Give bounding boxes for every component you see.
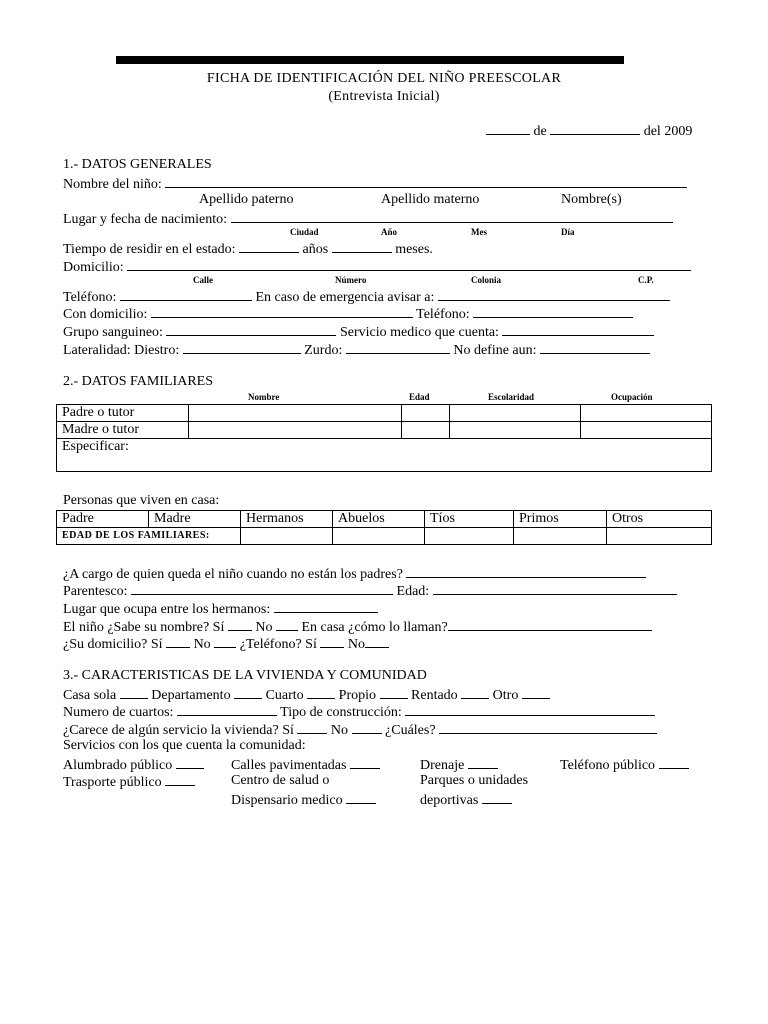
telefono-field[interactable] xyxy=(120,288,252,301)
servicio-field[interactable] xyxy=(502,323,654,336)
date-year: del 2009 xyxy=(643,124,693,139)
num-cuartos-field[interactable] xyxy=(177,703,277,716)
su-domicilio-si-field[interactable] xyxy=(166,635,190,648)
date-de: de xyxy=(533,124,547,139)
rentado-label: Rentado xyxy=(411,688,458,703)
alumbrado-label: Alumbrado público xyxy=(63,758,173,773)
drenaje-field[interactable] xyxy=(468,756,498,769)
table-row xyxy=(57,511,712,528)
dia-caption: Día xyxy=(561,227,575,237)
top-rule xyxy=(116,56,624,64)
dispensario-label: Dispensario medico xyxy=(231,793,343,808)
personas-label: Personas que viven en casa: xyxy=(63,493,220,508)
sabe-nombre-row xyxy=(63,618,652,636)
servicio-label: Servicio medico que cuenta: xyxy=(339,325,499,340)
lugar-row xyxy=(63,210,673,228)
zurdo-label: Zurdo: xyxy=(304,343,343,358)
drenaje-label: Drenaje xyxy=(420,758,465,773)
telefono2-label: Teléfono: xyxy=(416,307,470,322)
centro-salud-label: Centro de salud o xyxy=(231,773,330,788)
nombre-label: Nombre del niño: xyxy=(63,177,162,192)
padre-escolaridad-cell[interactable] xyxy=(450,405,581,422)
cuartos-row xyxy=(63,703,655,721)
especificar-cell[interactable] xyxy=(57,439,712,472)
personas-col-primos: Primos xyxy=(514,511,607,528)
nombre-row xyxy=(63,175,687,193)
cuarto-field[interactable] xyxy=(307,686,335,699)
zurdo-field[interactable] xyxy=(346,341,450,354)
especificar-label: Especificar: xyxy=(62,439,129,454)
cuarto-label: Cuarto xyxy=(265,688,304,703)
table-row xyxy=(57,405,712,422)
lugar-field[interactable] xyxy=(231,210,673,223)
anios-label: años xyxy=(302,242,329,257)
carece-row xyxy=(63,721,657,739)
dispensario-item xyxy=(231,791,376,809)
lugar-hermanos-label: Lugar que ocupa entre los hermanos: xyxy=(63,602,271,617)
ciudad-caption: Ciudad xyxy=(290,227,319,237)
tiempo-label: Tiempo de residir en el estado: xyxy=(63,242,236,257)
telefono-q-label: ¿Teléfono? Sí xyxy=(239,637,317,652)
transporte-item xyxy=(63,773,195,791)
su-domicilio-no-label: No xyxy=(193,637,211,652)
su-domicilio-row xyxy=(63,635,389,653)
personas-col-otros: Otros xyxy=(607,511,712,528)
edad-field[interactable] xyxy=(433,582,677,595)
propio-label: Propio xyxy=(338,688,377,703)
domicilio-row xyxy=(63,258,691,276)
table-row xyxy=(57,528,712,545)
su-domicilio-no-field[interactable] xyxy=(214,635,236,648)
form-subtitle: (Entrevista Inicial) xyxy=(328,89,440,104)
edad-abuelos-cell[interactable] xyxy=(333,528,425,545)
padre-ocupacion-cell[interactable] xyxy=(581,405,712,422)
grupo-field[interactable] xyxy=(166,323,336,336)
madre-ocupacion-cell[interactable] xyxy=(581,422,712,439)
departamento-label: Departamento xyxy=(151,688,231,703)
nombre-field[interactable] xyxy=(165,175,687,188)
domicilio-field[interactable] xyxy=(127,258,691,271)
personas-col-madre: Madre xyxy=(149,511,241,528)
no-define-label: No define aun: xyxy=(453,343,537,358)
edad-hermanos-cell[interactable] xyxy=(241,528,333,545)
cuales-field[interactable] xyxy=(439,721,657,734)
calles-field[interactable] xyxy=(350,756,380,769)
section-1-title: 1.- DATOS GENERALES xyxy=(63,157,212,172)
lugar-hermanos-field[interactable] xyxy=(274,600,378,613)
personas-col-hermanos: Hermanos xyxy=(241,511,333,528)
alumbrado-item xyxy=(63,756,204,774)
nombres-caption: Nombre(s) xyxy=(561,192,622,207)
madre-nombre-cell[interactable] xyxy=(189,422,402,439)
personas-col-padre: Padre xyxy=(57,511,149,528)
sabe-nombre-si-field[interactable] xyxy=(228,618,252,631)
sabe-nombre-no-field[interactable] xyxy=(276,618,298,631)
no-define-field[interactable] xyxy=(540,341,650,354)
apellido-paterno-caption: Apellido paterno xyxy=(199,192,294,207)
section-2-title: 2.- DATOS FAMILIARES xyxy=(63,374,213,389)
anio-caption: Año xyxy=(381,227,398,237)
telefono2-field[interactable] xyxy=(473,305,633,318)
date-day-blank[interactable] xyxy=(486,122,530,135)
table-row xyxy=(57,422,712,439)
meses-label: meses. xyxy=(395,242,433,257)
propio-field[interactable] xyxy=(380,686,408,699)
tipo-construccion-label: Tipo de construcción: xyxy=(280,705,402,720)
grupo-label: Grupo sanguineo: xyxy=(63,325,163,340)
telefono-publico-label: Teléfono público xyxy=(560,758,656,773)
lugar-hermanos-row xyxy=(63,600,378,618)
domicilio-label: Domicilio: xyxy=(63,260,124,275)
con-domicilio-label: Con domicilio: xyxy=(63,307,148,322)
anios-field[interactable] xyxy=(239,240,299,253)
transporte-field[interactable] xyxy=(165,773,195,786)
alumbrado-field[interactable] xyxy=(176,756,204,769)
rentado-field[interactable] xyxy=(461,686,489,699)
cp-caption: C.P. xyxy=(638,275,654,285)
en-casa-label: En casa ¿cómo lo llaman? xyxy=(301,620,448,635)
telefono-no-field[interactable] xyxy=(365,635,389,648)
calle-caption: Calle xyxy=(193,275,213,285)
familiares-table xyxy=(56,404,712,472)
padre-edad-cell[interactable] xyxy=(402,405,450,422)
numero-caption: Número xyxy=(335,275,367,285)
edad-otros-cell[interactable] xyxy=(607,528,712,545)
carece-si-field[interactable] xyxy=(297,721,327,734)
parques-label: Parques o unidades xyxy=(420,773,529,788)
sabe-nombre-no-label: No xyxy=(255,620,273,635)
parentesco-row xyxy=(63,582,677,600)
personas-table xyxy=(56,510,712,545)
telefono-row xyxy=(63,288,670,306)
row-padre-label: Padre o tutor xyxy=(57,405,189,422)
transporte-label: Trasporte público xyxy=(63,775,162,790)
col-ocupacion: Ocupación xyxy=(611,392,653,402)
cuales-label: ¿Cuáles? xyxy=(385,723,436,738)
servicios-label: Servicios con los que cuenta la comunidad: xyxy=(63,738,306,753)
col-nombre: Nombre xyxy=(248,392,280,402)
apellido-materno-caption: Apellido materno xyxy=(381,192,480,207)
cargo-row xyxy=(63,565,646,583)
tipo-construccion-field[interactable] xyxy=(405,703,655,716)
departamento-field[interactable] xyxy=(234,686,262,699)
telefono-publico-item xyxy=(560,756,689,774)
casa-sola-label: Casa sola xyxy=(63,688,117,703)
parentesco-field[interactable] xyxy=(131,582,393,595)
cargo-question: ¿A cargo de quien queda el niño cuando no están los padres? xyxy=(63,567,403,582)
telefono-publico-field[interactable] xyxy=(659,756,689,769)
date-month-blank[interactable] xyxy=(550,122,640,135)
edad-familiares-label: EDAD DE LOS FAMILIARES: xyxy=(57,528,241,545)
parentesco-label: Parentesco: xyxy=(63,584,128,599)
calles-label: Calles pavimentadas xyxy=(231,758,347,773)
table-row xyxy=(57,439,712,472)
num-cuartos-label: Numero de cuartos: xyxy=(63,705,174,720)
row-madre-label: Madre o tutor xyxy=(57,422,189,439)
madre-escolaridad-cell[interactable] xyxy=(450,422,581,439)
madre-edad-cell[interactable] xyxy=(402,422,450,439)
col-escolaridad: Escolaridad xyxy=(488,392,535,402)
edad-tios-cell[interactable] xyxy=(425,528,514,545)
deportivas-field[interactable] xyxy=(482,791,512,804)
telefono-no-label: No xyxy=(347,637,365,652)
lateralidad-label: Lateralidad: Diestro: xyxy=(63,343,180,358)
carece-label: ¿Carece de algún servicio la vivienda? Sí xyxy=(63,723,294,738)
otro-label: Otro xyxy=(492,688,519,703)
sabe-nombre-label: El niño ¿Sabe su nombre? Sí xyxy=(63,620,225,635)
dispensario-field[interactable] xyxy=(346,791,376,804)
diestro-field[interactable] xyxy=(183,341,301,354)
edad-label: Edad: xyxy=(396,584,430,599)
edad-primos-cell[interactable] xyxy=(514,528,607,545)
con-domicilio-field[interactable] xyxy=(151,305,413,318)
emergencia-label: En caso de emergencia avisar a: xyxy=(255,290,435,305)
deportivas-item xyxy=(420,791,512,809)
drenaje-item xyxy=(420,756,498,774)
en-casa-field[interactable] xyxy=(448,618,652,631)
padre-nombre-cell[interactable] xyxy=(189,405,402,422)
carece-no-label: No xyxy=(330,723,349,738)
con-domicilio-row xyxy=(63,305,633,323)
deportivas-label: deportivas xyxy=(420,793,479,808)
otro-field[interactable] xyxy=(522,686,550,699)
casa-sola-field[interactable] xyxy=(120,686,148,699)
carece-no-field[interactable] xyxy=(352,721,382,734)
colonia-caption: Colonia xyxy=(471,275,502,285)
cargo-field[interactable] xyxy=(406,565,646,578)
section-3-title: 3.- CARACTERISTICAS DE LA VIVIENDA Y COMUNIDAD xyxy=(63,668,427,683)
mes-caption: Mes xyxy=(471,227,487,237)
tiempo-row xyxy=(63,240,433,258)
emergencia-field[interactable] xyxy=(438,288,670,301)
meses-field[interactable] xyxy=(332,240,392,253)
lateralidad-row xyxy=(63,341,650,359)
personas-col-abuelos: Abuelos xyxy=(333,511,425,528)
vivienda-tipo-row xyxy=(63,686,550,704)
date-line xyxy=(486,122,692,140)
calles-item xyxy=(231,756,380,774)
form-title: FICHA DE IDENTIFICACIÓN DEL NIÑO PREESCOLAR xyxy=(206,71,562,86)
personas-col-tios: Tíos xyxy=(425,511,514,528)
telefono-label: Teléfono: xyxy=(63,290,117,305)
col-edad: Edad xyxy=(409,392,430,402)
su-domicilio-label: ¿Su domicilio? Sí xyxy=(63,637,163,652)
grupo-row xyxy=(63,323,654,341)
telefono-si-field[interactable] xyxy=(320,635,344,648)
lugar-label: Lugar y fecha de nacimiento: xyxy=(63,212,228,227)
